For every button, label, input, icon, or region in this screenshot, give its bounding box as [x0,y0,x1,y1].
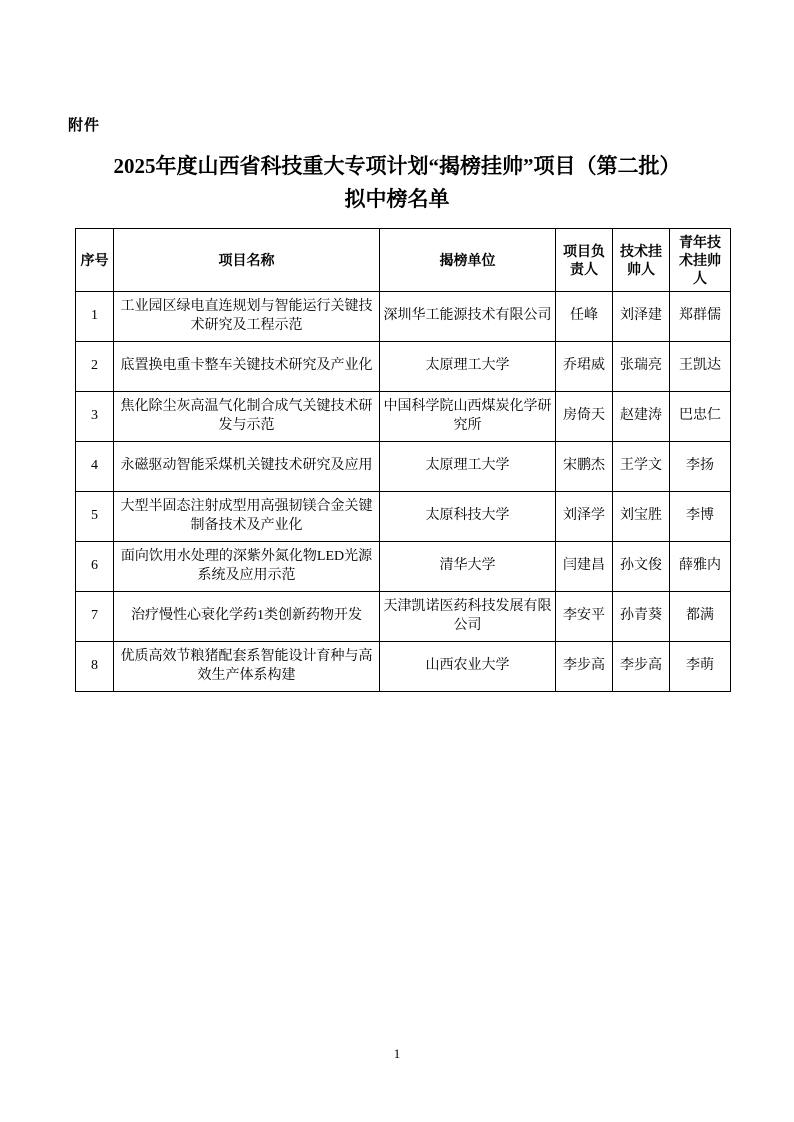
table-row [76,392,731,442]
cell-tech_lead: 孙文俊 [613,542,670,592]
header-cell-unit: 揭榜单位 [380,229,556,292]
header-cell-leader: 项目负责人 [556,229,613,292]
cell-youth_lead: 巴忠仁 [670,392,731,442]
cell-project: 治疗慢性心衰化学药1类创新药物开发 [114,592,380,642]
header-cell-tech_lead: 技术挂帅人 [613,229,670,292]
cell-project: 大型半固态注射成型用高强韧镁合金关键制备技术及产业化 [114,492,380,542]
cell-youth_lead: 王凯达 [670,342,731,392]
page-title-line1: 2025年度山西省科技重大专项计划“揭榜挂帅”项目（第二批） [113,154,681,178]
cell-tech_lead: 王学文 [613,442,670,492]
cell-unit: 太原科技大学 [380,492,556,542]
cell-leader: 任峰 [556,292,613,342]
table-row [76,342,731,392]
cell-leader: 乔珺威 [556,342,613,392]
cell-no: 8 [76,642,114,692]
page-title-line2: 拟中榜名单 [344,187,450,211]
cell-leader: 宋鹏杰 [556,442,613,492]
cell-unit: 深圳华工能源技术有限公司 [380,292,556,342]
table-header-row [76,229,731,292]
cell-project: 优质高效节粮猪配套系智能设计育种与高效生产体系构建 [114,642,380,692]
cell-no: 6 [76,542,114,592]
cell-no: 4 [76,442,114,492]
cell-unit: 天津凯诺医药科技发展有限公司 [380,592,556,642]
cell-project: 工业园区绿电直连规划与智能运行关键技术研究及工程示范 [114,292,380,342]
table-row [76,292,731,342]
cell-leader: 闫建昌 [556,542,613,592]
cell-unit: 清华大学 [380,542,556,592]
header-cell-no: 序号 [76,229,114,292]
cell-tech_lead: 赵建涛 [613,392,670,442]
cell-leader: 房倚天 [556,392,613,442]
cell-project: 面向饮用水处理的深紫外氮化物LED光源系统及应用示范 [114,542,380,592]
cell-tech_lead: 李步高 [613,642,670,692]
page-number: 1 [393,1046,401,1061]
cell-no: 1 [76,292,114,342]
cell-no: 5 [76,492,114,542]
cell-youth_lead: 李萌 [670,642,731,692]
header-cell-youth_lead: 青年技术挂帅人 [670,229,731,292]
cell-youth_lead: 郑群儒 [670,292,731,342]
page-title [60,150,734,216]
cell-youth_lead: 薛雅内 [670,542,731,592]
cell-unit: 太原理工大学 [380,442,556,492]
table-row [76,492,731,542]
table-row [76,542,731,592]
cell-leader: 刘泽学 [556,492,613,542]
cell-youth_lead: 都满 [670,592,731,642]
cell-unit: 太原理工大学 [380,342,556,392]
cell-no: 2 [76,342,114,392]
cell-tech_lead: 孙青葵 [613,592,670,642]
cell-project: 底置换电重卡整车关键技术研究及产业化 [114,342,380,392]
cell-tech_lead: 张瑞亮 [613,342,670,392]
table-row [76,592,731,642]
cell-tech_lead: 刘宝胜 [613,492,670,542]
attachment-label: 附件 [68,117,101,134]
cell-youth_lead: 李博 [670,492,731,542]
table-row [76,642,731,692]
cell-unit: 山西农业大学 [380,642,556,692]
results-table [75,228,731,692]
cell-no: 3 [76,392,114,442]
header-cell-project: 项目名称 [114,229,380,292]
cell-no: 7 [76,592,114,642]
cell-leader: 李安平 [556,592,613,642]
table-row [76,442,731,492]
table-body [76,292,731,692]
cell-project: 焦化除尘灰高温气化制合成气关键技术研发与示范 [114,392,380,442]
cell-leader: 李步高 [556,642,613,692]
cell-youth_lead: 李扬 [670,442,731,492]
cell-unit: 中国科学院山西煤炭化学研究所 [380,392,556,442]
cell-tech_lead: 刘泽建 [613,292,670,342]
cell-project: 永磁驱动智能采煤机关键技术研究及应用 [114,442,380,492]
